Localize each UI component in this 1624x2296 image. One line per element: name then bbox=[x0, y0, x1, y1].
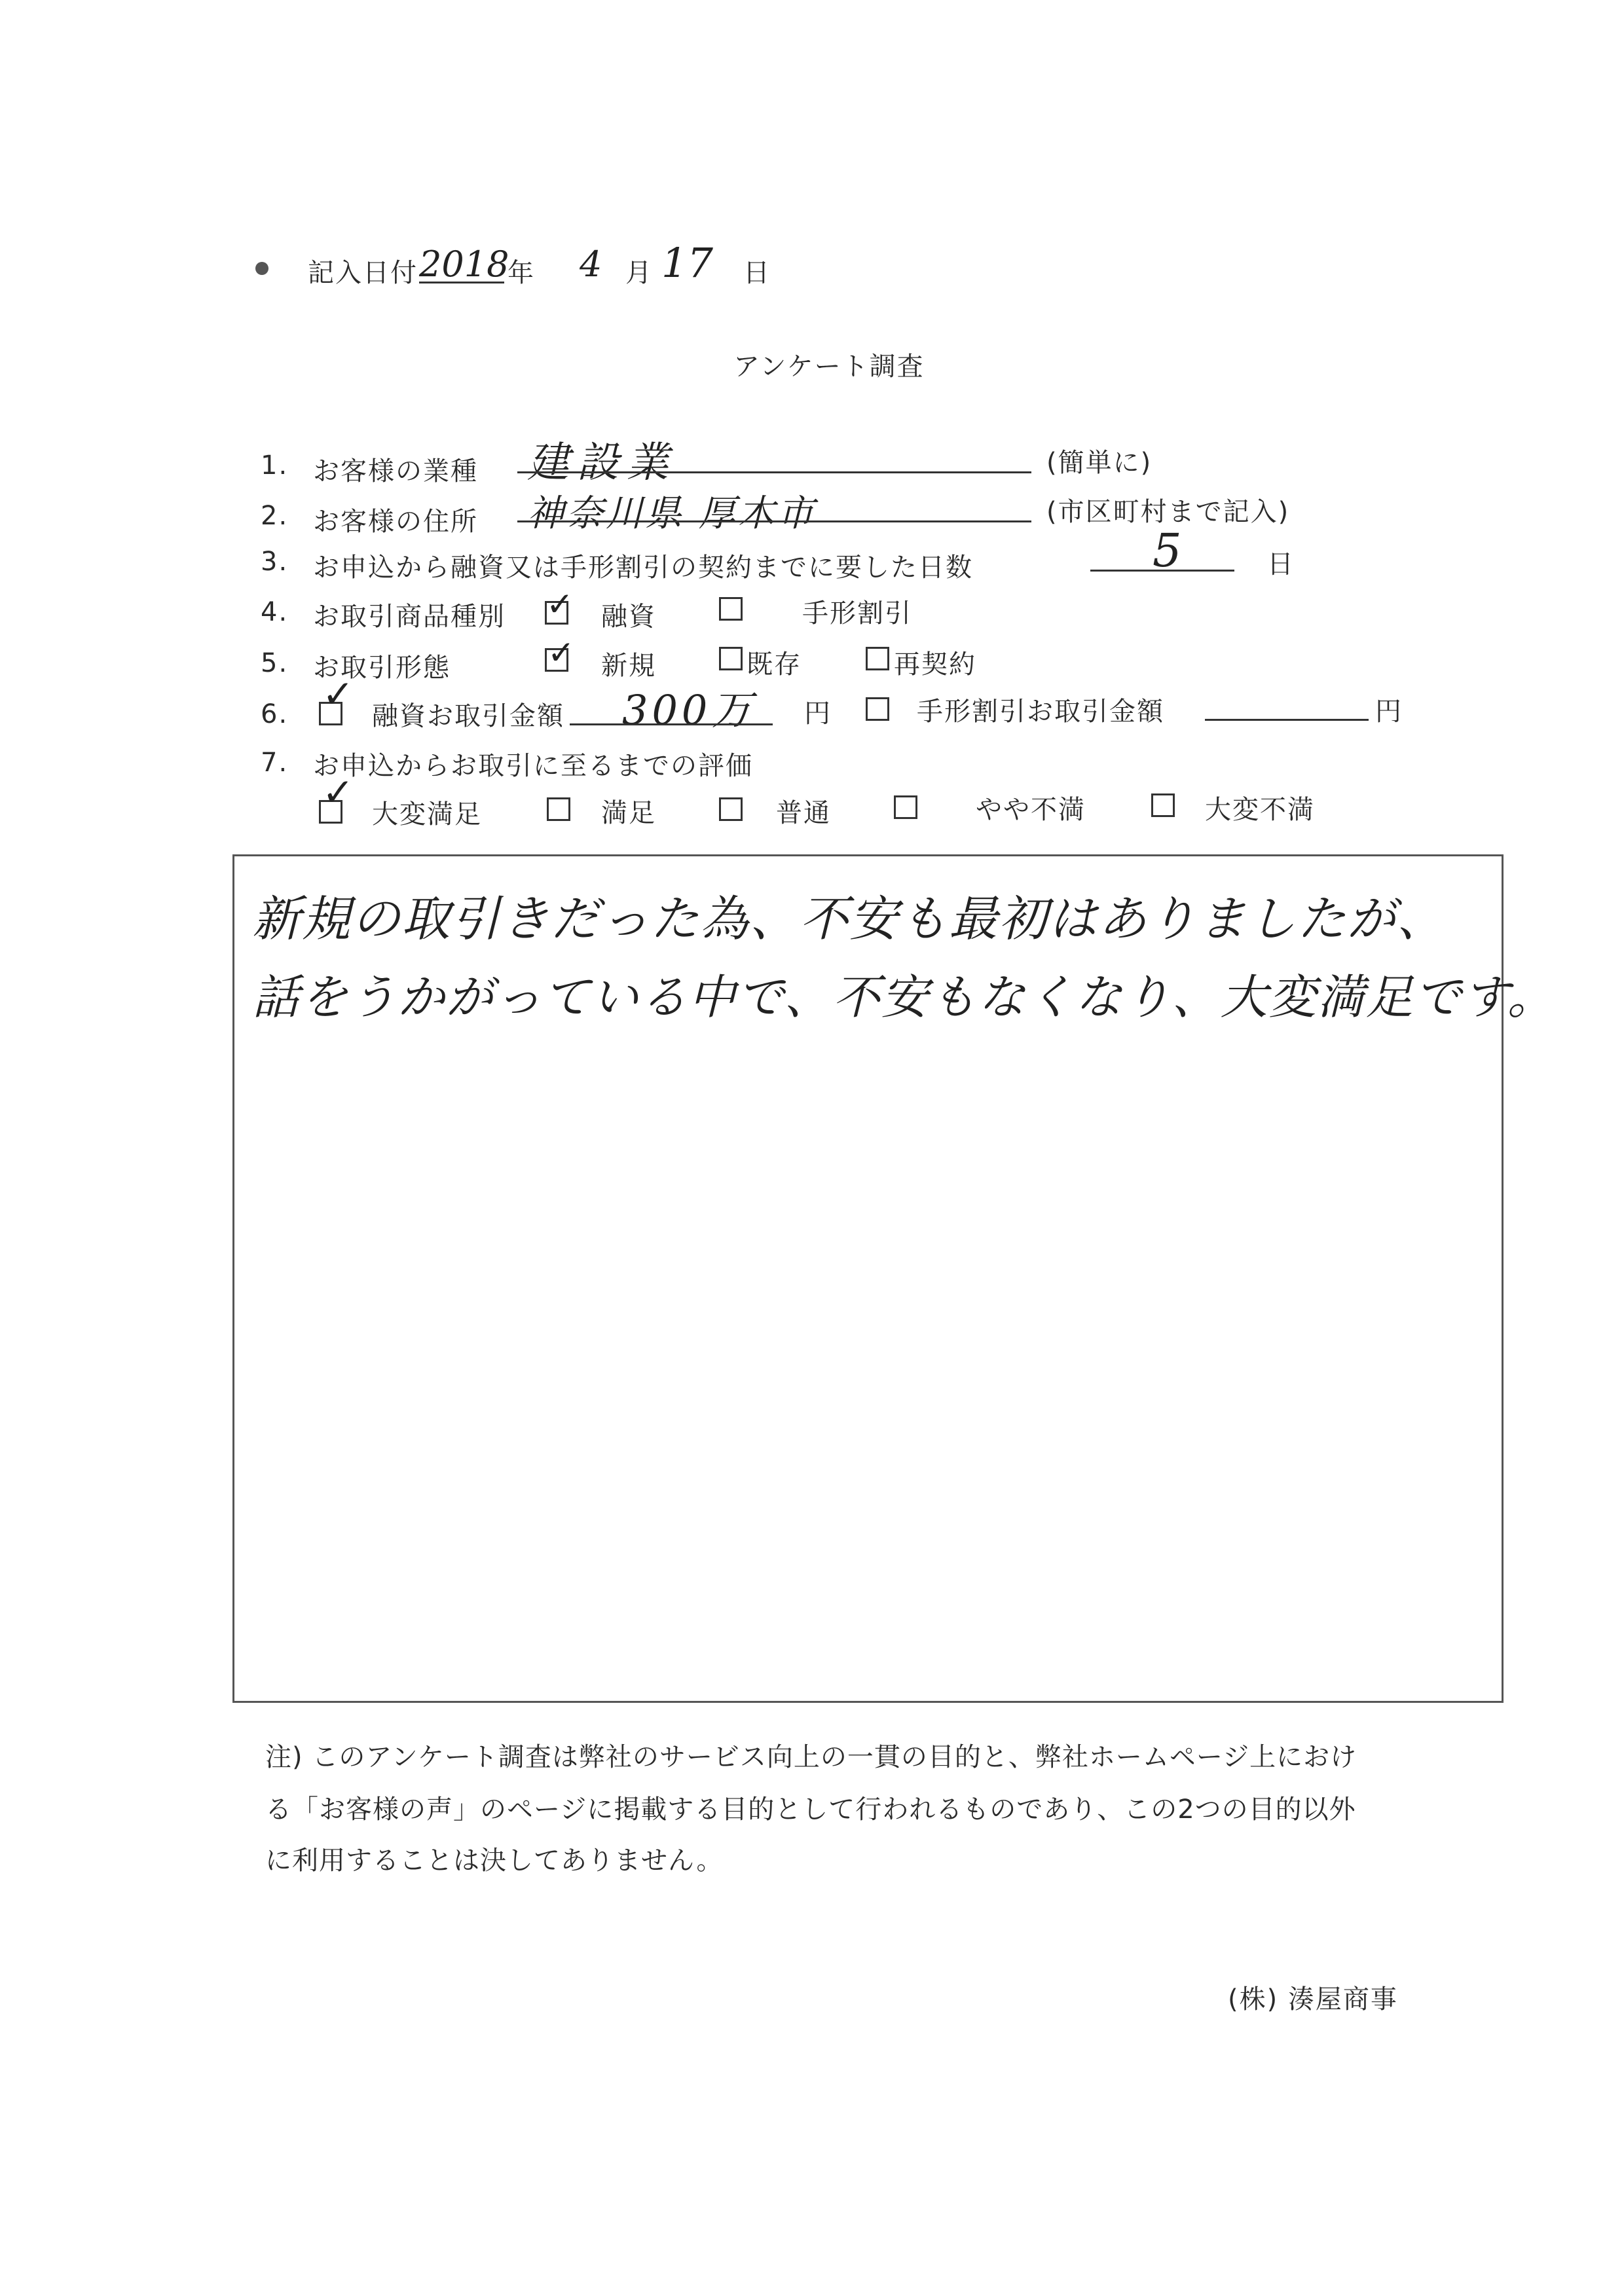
q6-checkbox-bill-amount[interactable] bbox=[866, 697, 889, 721]
q3-label: お申込から融資又は手形割引の契約までに要した日数 bbox=[313, 553, 973, 583]
q5-option-new: 新規 bbox=[601, 651, 656, 681]
q7-option-neutral: 普通 bbox=[776, 798, 831, 828]
q2-underline bbox=[517, 520, 1031, 522]
q5-check-mark-icon: ✓ bbox=[547, 634, 575, 672]
q3-number: 3. bbox=[261, 547, 289, 577]
q1-value: 建設業 bbox=[527, 439, 676, 487]
q4-check-mark-icon: ✓ bbox=[546, 585, 574, 623]
date-month-value: 4 bbox=[580, 244, 602, 285]
q4-checkbox-bill-discount[interactable] bbox=[719, 597, 743, 621]
q6-loan-amount-unit: 円 bbox=[804, 699, 832, 729]
q2-value: 神奈川県 厚木市 bbox=[527, 492, 817, 535]
q4-label: お取引商品種別 bbox=[313, 602, 506, 632]
date-day-label: 日 bbox=[743, 258, 771, 288]
q2-label: お客様の住所 bbox=[313, 507, 478, 537]
q7-checkbox-neutral[interactable] bbox=[719, 797, 743, 821]
comment-line-2: 話をうかがっている中で、不安もなくなり、大変満足です。 bbox=[252, 970, 1556, 1025]
q7-option-somewhat-dissatisfied: やや不満 bbox=[976, 795, 1086, 825]
q7-label: お申込からお取引に至るまでの評価 bbox=[313, 751, 753, 781]
q7-option-satisfied: 満足 bbox=[601, 798, 656, 828]
survey-title: アンケート調査 bbox=[733, 352, 925, 382]
q1-underline bbox=[517, 471, 1031, 473]
date-month-label: 月 bbox=[625, 258, 653, 288]
bullet-dot bbox=[255, 262, 268, 275]
note-line-2: る「お客様の声」のページに掲載する目的として行われるものであり、この2つの目的以外 bbox=[265, 1795, 1356, 1825]
date-year-value: 2018 bbox=[419, 244, 509, 285]
q7-check-mark-icon: ✓ bbox=[322, 770, 354, 814]
q2-number: 2. bbox=[261, 501, 289, 531]
q6-loan-amount-underline bbox=[570, 723, 773, 725]
q1-note: (簡単に) bbox=[1046, 448, 1153, 478]
q3-unit: 日 bbox=[1267, 549, 1295, 579]
q5-checkbox-existing[interactable] bbox=[719, 647, 743, 670]
q5-option-existing: 既存 bbox=[747, 649, 802, 680]
q1-number: 1. bbox=[261, 450, 289, 481]
q5-label: お取引形態 bbox=[313, 653, 451, 683]
q6-number: 6. bbox=[261, 699, 289, 729]
q5-option-renewal: 再契約 bbox=[894, 649, 976, 680]
q6-option-bill-amount: 手形割引お取引金額 bbox=[917, 697, 1164, 727]
q6-loan-amount-value: 300万 bbox=[622, 686, 756, 734]
q7-option-very-dissatisfied: 大変不満 bbox=[1205, 795, 1315, 825]
date-label: 記入日付 bbox=[308, 258, 418, 288]
q7-checkbox-satisfied[interactable] bbox=[547, 797, 570, 821]
note-line-1: 注) このアンケート調査は弊社のサービス向上の一貫の目的と、弊社ホームページ上におけ bbox=[265, 1742, 1357, 1772]
q6-bill-amount-underline bbox=[1205, 719, 1369, 721]
note-line-3: に利用することは決してありません。 bbox=[265, 1846, 724, 1876]
date-year-label: 年 bbox=[507, 258, 535, 288]
q2-note: (市区町村まで記入) bbox=[1046, 497, 1290, 527]
q5-number: 5. bbox=[261, 648, 289, 678]
q3-value: 5 bbox=[1153, 524, 1182, 577]
date-day-value: 17 bbox=[661, 239, 713, 287]
q6-check-mark-icon: ✓ bbox=[322, 672, 354, 716]
q6-bill-amount-unit: 円 bbox=[1375, 697, 1403, 727]
comment-line-1: 新規の取引きだった為、不安も最初はありましたが、 bbox=[252, 891, 1447, 947]
q7-checkbox-very-dissatisfied[interactable] bbox=[1151, 793, 1175, 817]
q4-option-bill-discount: 手形割引 bbox=[802, 598, 912, 629]
date-year-underline bbox=[419, 282, 504, 283]
q1-label: お客様の業種 bbox=[313, 456, 478, 486]
company-name: (株) 湊屋商事 bbox=[1228, 1984, 1398, 2014]
q4-number: 4. bbox=[261, 597, 289, 627]
q3-underline bbox=[1090, 570, 1234, 572]
q7-option-very-satisfied: 大変満足 bbox=[372, 799, 482, 829]
q7-number: 7. bbox=[261, 748, 289, 778]
q5-checkbox-renewal[interactable] bbox=[866, 647, 889, 670]
q6-option-loan-amount: 融資お取引金額 bbox=[372, 701, 564, 731]
q4-option-loan: 融資 bbox=[601, 602, 656, 632]
q7-checkbox-somewhat-dissatisfied[interactable] bbox=[894, 795, 917, 819]
